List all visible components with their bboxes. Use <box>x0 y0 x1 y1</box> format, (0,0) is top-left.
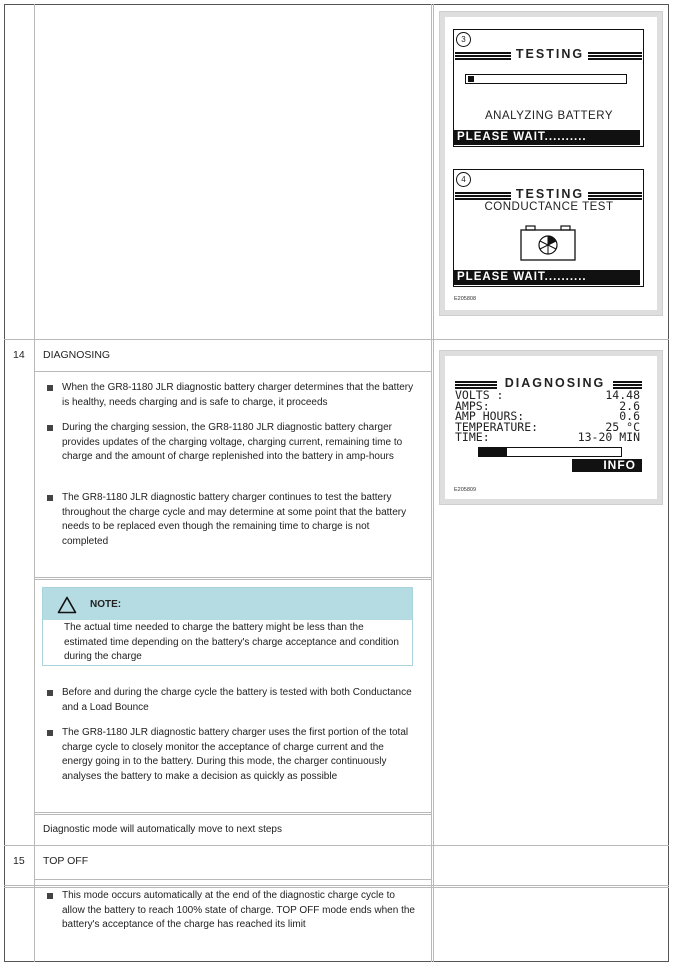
note-box <box>42 587 413 666</box>
readout-value: 2.6 <box>619 398 640 413</box>
lcd-message: ANALYZING BATTERY <box>485 110 613 122</box>
lcd-title: DIAGNOSING <box>504 376 606 390</box>
note-label: NOTE: <box>90 599 122 610</box>
lcd-screen-analyzing <box>453 29 644 147</box>
battery-icon <box>520 225 576 261</box>
readout-list <box>455 390 640 443</box>
lcd-screen-conductance <box>453 169 644 287</box>
note-text: The actual time needed to charge the battery might be less than the estimated time depending on the battery's charge acceptance and condition during the charge <box>64 622 399 662</box>
readout-label: AMPS: <box>455 398 490 413</box>
step-number-circle: 4 <box>456 172 471 187</box>
step-number: 15 <box>13 855 25 867</box>
bullet-icon <box>47 495 53 501</box>
list-item <box>45 421 415 465</box>
warning-triangle-icon <box>57 596 77 614</box>
lcd-message: CONDUCTANCE TEST <box>484 201 614 213</box>
list-item-text: The GR8-1180 JLR diagnostic battery charger uses the first portion of the total charge cycle to closely monitor the acceptance of charge current and the energy going in to the battery. During this mode, the charger continuously analyses the battery to make a decision as quickly as possible <box>62 727 409 782</box>
list-item-text: During the charging session, the GR8-1180 JLR diagnostic battery charger provides updates of the charging voltage, charging current, remaining time to charge and the amount of charge replenished into the battery in amp-hours <box>62 422 403 462</box>
figure-diagnosing-screen <box>439 350 663 505</box>
readout-value: 14.48 <box>605 388 640 402</box>
bullet-icon <box>47 385 53 391</box>
readout-label: TEMPERATURE: <box>455 419 539 434</box>
list-item <box>45 686 415 715</box>
step-number: 14 <box>13 349 25 361</box>
readout-label: AMP HOURS: <box>455 409 525 423</box>
step-footer-text: Diagnostic mode will automatically move to next steps <box>43 824 282 835</box>
readout-value: 0.6 <box>619 409 640 423</box>
figure-id: E205808 <box>454 296 477 302</box>
list-item-text: When the GR8-1180 JLR diagnostic battery charger determines that the battery is healthy, needs charging and is safe to charge, it proceeds <box>62 382 414 408</box>
bullet-icon <box>47 425 53 431</box>
list-item-text: The GR8-1180 JLR diagnostic battery charger continues to test the battery throughout the charge cycle and may determine at some point that the battery needs to be replaced even though the remaining time to charge is not completed <box>62 492 407 547</box>
list-item <box>45 491 415 549</box>
list-item-text: Before and during the charge cycle the battery is tested with both Conductance and a Load Bounce <box>62 687 412 713</box>
bullet-icon <box>47 893 53 899</box>
figure-testing-screens <box>439 11 663 316</box>
progress-bar <box>465 74 627 84</box>
readout-row <box>455 432 640 443</box>
readout-label: VOLTS : <box>455 388 504 402</box>
figure-id: E205809 <box>454 487 477 493</box>
step-title: TOP OFF <box>43 855 89 867</box>
bullet-icon <box>47 730 53 736</box>
lcd-footer-bar: PLEASE WAIT.......... <box>454 270 640 285</box>
info-button: INFO <box>572 459 642 472</box>
readout-value: 25 °C <box>605 419 640 434</box>
lcd-title: TESTING <box>515 187 585 201</box>
list-item <box>45 889 415 933</box>
lcd-screen-diagnosing <box>453 375 642 477</box>
step-title: DIAGNOSING <box>43 349 111 361</box>
readout-label: TIME: <box>455 430 490 444</box>
progress-bar-fill <box>468 76 474 82</box>
lcd-title: TESTING <box>515 47 585 61</box>
bullet-icon <box>47 690 53 696</box>
list-item-text: This mode occurs automatically at the end of the diagnostic charge cycle to allow the battery to reach 100% state of charge. TOP OFF mode ends when the battery's acceptance of the charge has reached its limit <box>62 890 415 930</box>
charge-progress-bar <box>478 447 622 457</box>
step-number-circle: 3 <box>456 32 471 47</box>
charge-progress-fill <box>479 448 507 456</box>
readout-value: 13-20 MIN <box>577 430 640 444</box>
list-item <box>45 381 415 410</box>
list-item <box>45 726 415 784</box>
lcd-footer-bar: PLEASE WAIT.......... <box>454 130 640 145</box>
